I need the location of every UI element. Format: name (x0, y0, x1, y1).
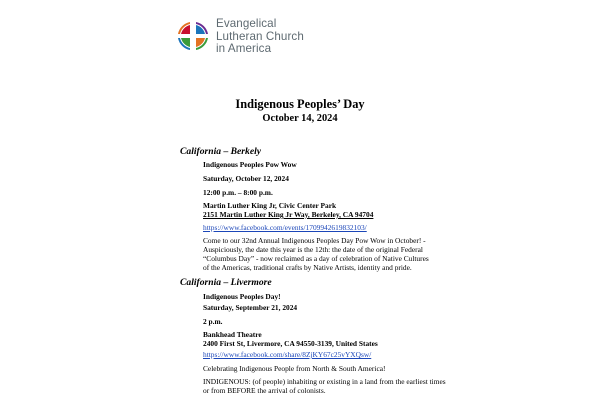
event-venue: Martin Luther King Jr, Civic Center Park (203, 201, 337, 210)
event-description-line: of the Americas, traditional crafts by Native Artists, identity and pride. (203, 263, 412, 272)
logo-wordmark (216, 18, 304, 56)
logo-line-2: Lutheran Church (216, 29, 304, 43)
event-name: Indigenous Peoples Pow Wow (203, 160, 297, 169)
logo-line-3: in America (216, 42, 272, 56)
event-description-line: Auspiciously, the date this year is the 12th: the date of the original Federal (203, 245, 423, 254)
page-date: October 14, 2024 (262, 113, 338, 124)
event-link[interactable]: https://www.facebook.com/share/8ZjKY67c25vYXQsw/ (203, 350, 372, 359)
event-description-line: “Columbus Day” - now reclaimed as a day of celebration of Native Cultures (203, 254, 429, 263)
event-name: Indigenous Peoples Day! (203, 292, 281, 301)
event-description-line: INDIGENOUS: (of people) inhabiting or existing in a land from the earliest times (203, 377, 446, 386)
event-address: 2400 First St, Livermore, CA 94550-3139, United States (203, 339, 378, 348)
event-day: Saturday, October 12, 2024 (203, 174, 289, 183)
page-title: Indigenous Peoples’ Day (235, 97, 365, 111)
event-day: Saturday, September 21, 2024 (203, 303, 298, 312)
event-region-heading: California – Livermore (180, 277, 272, 288)
event-link[interactable]: https://www.facebook.com/events/1709942619832103/ (203, 223, 367, 232)
event-description-line: Celebrating Indigenous People from North & South America! (203, 364, 386, 373)
event-time: 2 p.m. (203, 317, 223, 326)
event-venue: Bankhead Theatre (203, 330, 262, 339)
event-time: 12:00 p.m. – 8:00 p.m. (203, 188, 273, 197)
elca-logo (176, 18, 304, 56)
logo-line-1: Evangelical (216, 17, 277, 30)
elca-cross-icon (176, 19, 210, 53)
event-description-line: Come to our 32nd Annual Indigenous Peoples Day Pow Wow in October! - (203, 236, 426, 245)
event-address: 2151 Martin Luther King Jr Way, Berkeley, CA 94704 (203, 210, 374, 219)
event-description-line: or from BEFORE the arrival of colonists. (203, 386, 326, 395)
event-region-heading: California – Berkely (180, 146, 262, 157)
